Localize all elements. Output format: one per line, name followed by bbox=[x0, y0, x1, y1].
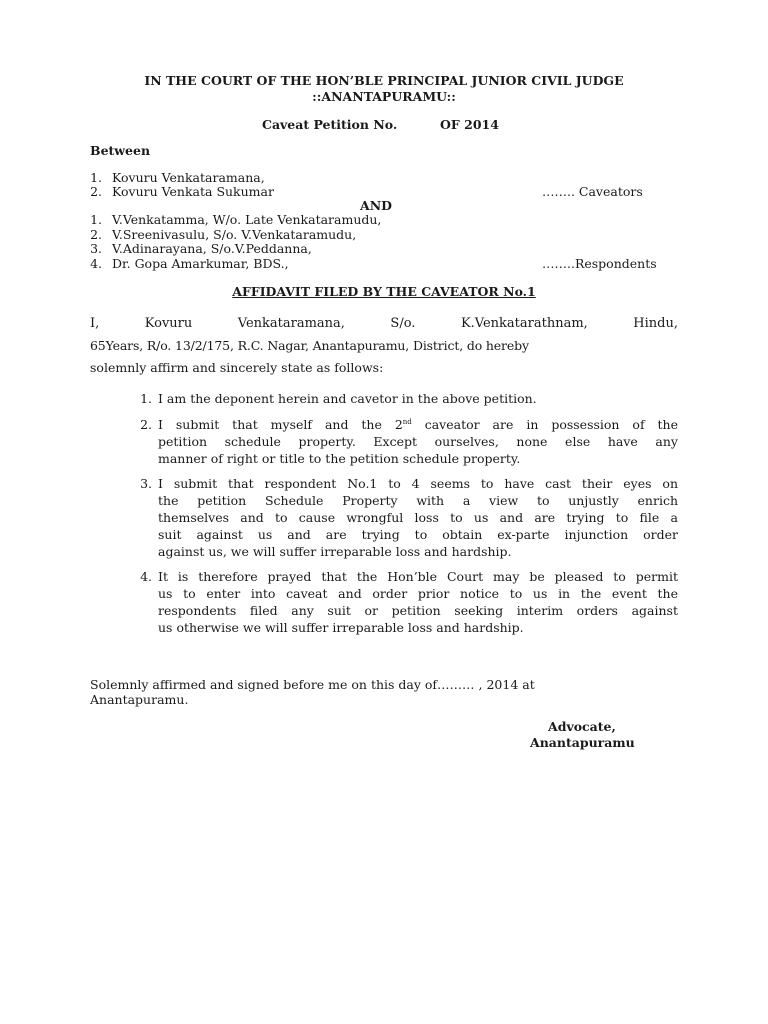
statement-line: against us, we will suffer irreparable loss and hardship. bbox=[158, 544, 512, 559]
caveator-number: 1. bbox=[90, 170, 102, 185]
statement-line: respondents filed any suit or petition seeking interim orders against bbox=[158, 603, 678, 618]
statement-line: themselves and to cause wrongful loss to us and are trying to file a bbox=[158, 510, 678, 525]
statement-line: us otherwise we will suffer irreparable loss and hardship. bbox=[158, 620, 524, 635]
respondent-number: 2. bbox=[90, 227, 102, 242]
statement-number: 4. bbox=[140, 569, 152, 584]
respondent-name: Dr. Gopa Amarkumar, BDS., bbox=[112, 256, 289, 271]
between-label: Between bbox=[90, 143, 151, 158]
statement-line: I submit that myself and the 2nd caveator are in possession of the bbox=[158, 417, 678, 432]
statement-line: I am the deponent herein and cavetor in the above petition. bbox=[158, 391, 537, 406]
closing-line: Anantapuramu. bbox=[90, 692, 189, 707]
closing-line: Solemnly affirmed and signed before me on this day of……… , 2014 at bbox=[90, 677, 535, 692]
statement-line: I submit that respondent No.1 to 4 seems to have cast their eyes on bbox=[158, 476, 678, 491]
statement-line: petition schedule property. Except ourselves, none else have any bbox=[158, 434, 678, 449]
statement-line: the petition Schedule Property with a view to unjustly enrich bbox=[158, 493, 678, 508]
signature-place: Anantapuramu bbox=[530, 735, 635, 750]
respondent-name: V.Venkatamma, W/o. Late Venkataramudu, bbox=[112, 212, 382, 227]
statement-item bbox=[138, 568, 678, 636]
statement-number: 3. bbox=[140, 476, 152, 491]
intro-line: solemnly affirm and sincerely state as follows: bbox=[90, 360, 384, 375]
affidavit-title: AFFIDAVIT FILED BY THE CAVEATOR No.1 bbox=[232, 284, 536, 299]
statement-line: us to enter into caveat and order prior notice to us in the event the bbox=[158, 586, 678, 601]
statement-line: suit against us and are trying to obtain ex-parte injunction order bbox=[158, 527, 678, 542]
statement-number: 1. bbox=[140, 391, 152, 406]
court-location: ::ANANTAPURAMU:: bbox=[312, 89, 456, 104]
respondents-role: ……..Respondents bbox=[542, 256, 657, 271]
statement-line: manner of right or title to the petition schedule property. bbox=[158, 451, 521, 466]
respondent-number: 3. bbox=[90, 241, 102, 256]
intro-line: I, Kovuru Venkataramana, S/o. K.Venkatarathnam, Hindu, bbox=[90, 316, 678, 331]
caveator-name: Kovuru Venkataramana, bbox=[112, 170, 265, 185]
and-label: AND bbox=[360, 198, 392, 213]
court-heading: IN THE COURT OF THE HON’BLE PRINCIPAL JUNIOR CIVIL JUDGE bbox=[144, 73, 624, 88]
ordinal-suffix: nd bbox=[402, 417, 412, 426]
respondent-number: 1. bbox=[90, 212, 102, 227]
petition-label: Caveat Petition No. bbox=[262, 117, 398, 132]
caveators-role: …….. Caveators bbox=[542, 184, 643, 199]
caveator-name: Kovuru Venkata Sukumar bbox=[112, 184, 274, 199]
respondent-name: V.Adinarayana, S/o.V.Peddanna, bbox=[112, 241, 312, 256]
statement-number: 2. bbox=[140, 417, 152, 432]
respondent-name: V.Sreenivasulu, S/o. V.Venkataramudu, bbox=[112, 227, 357, 242]
caveator-number: 2. bbox=[90, 184, 102, 199]
statement-item bbox=[138, 416, 678, 467]
petition-year: OF 2014 bbox=[440, 117, 499, 132]
signature-title: Advocate, bbox=[548, 719, 616, 734]
respondent-number: 4. bbox=[90, 256, 102, 271]
statement-line: It is therefore prayed that the Hon’ble Court may be pleased to permit bbox=[158, 569, 678, 584]
intro-line: 65Years, R/o. 13/2/175, R.C. Nagar, Anantapuramu, District, do hereby bbox=[90, 338, 529, 353]
statement-item bbox=[138, 475, 678, 560]
statement-item bbox=[138, 390, 678, 407]
